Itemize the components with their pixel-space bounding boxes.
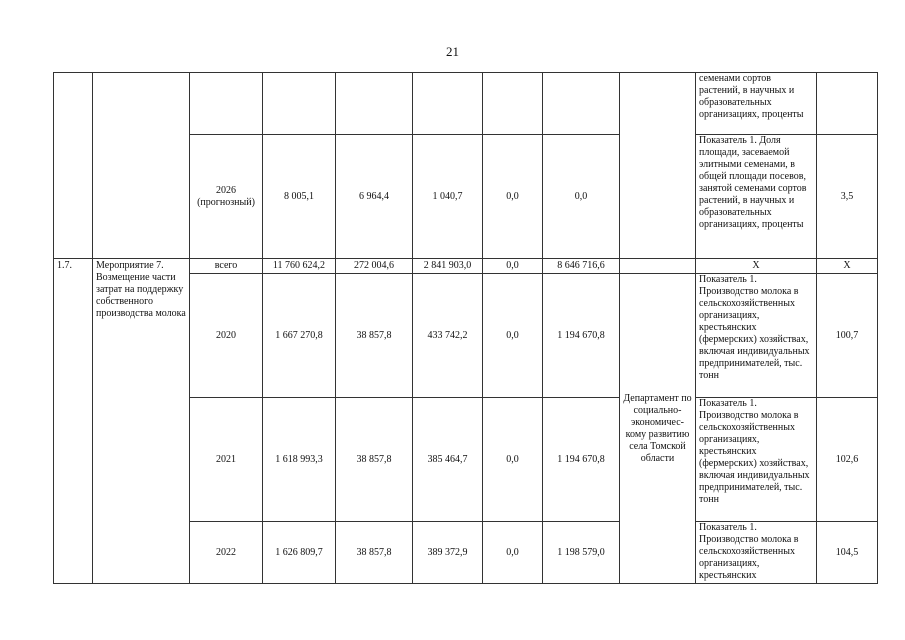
total-cell: 11 760 624,2: [263, 259, 336, 274]
cell-number-empty: [54, 73, 93, 259]
federal-cell: 38 857,8: [336, 522, 413, 584]
local-cell: 0,0: [483, 398, 543, 522]
local-cell: 0,0: [483, 522, 543, 584]
year-cell: всего: [190, 259, 263, 274]
extrabudget-cell: 1 198 579,0: [543, 522, 620, 584]
total-cell: 1 618 993,3: [263, 398, 336, 522]
table-row-total: [54, 259, 878, 274]
page-number: 21: [446, 44, 459, 59]
value-cell: 100,7: [817, 274, 878, 398]
regional-cell: 385 464,7: [413, 398, 483, 522]
year-cell: 2022: [190, 522, 263, 584]
regional-cell: 1 040,7: [413, 135, 483, 259]
local-cell: 0,0: [483, 135, 543, 259]
local-cell: 0,0: [483, 259, 543, 274]
indicator-cell: Показатель 1. Производство молока в сельскохозяйственных организациях, крестьянских (фермерских) хозяйствах, включая индивидуальных предпринимателей, тыс. тонн: [696, 398, 817, 522]
total-cell: 1 667 270,8: [263, 274, 336, 398]
cell-empty: [543, 73, 620, 135]
regional-cell: 389 372,9: [413, 522, 483, 584]
regional-cell: 433 742,2: [413, 274, 483, 398]
indicator-cell: семенами сортов растений, в научных и образовательных организациях, проценты: [696, 73, 817, 135]
indicator-cell: Показатель 1. Доля площади, засеваемой элитными семенами, в общей площади посевов, занятой семенами сортов растений, в научных и образовательных организациях, проценты: [696, 135, 817, 259]
extrabudget-cell: 1 194 670,8: [543, 398, 620, 522]
cell-name-empty: [93, 73, 190, 259]
executor-cell: Департамент по социально-экономичес-кому развитию села Томской области: [620, 274, 696, 584]
local-cell: 0,0: [483, 274, 543, 398]
federal-cell: 272 004,6: [336, 259, 413, 274]
regional-cell: 2 841 903,0: [413, 259, 483, 274]
indicator-cell: Показатель 1. Производство молока в сельскохозяйственных организациях, крестьянских (фермерских) хозяйствах, включая индивидуальных предпринимателей, тыс. тонн: [696, 274, 817, 398]
cell-empty: [263, 73, 336, 135]
federal-cell: 38 857,8: [336, 274, 413, 398]
measure-name: Мероприятие 7. Возмещение части затрат на поддержку собственного производства молока: [93, 259, 190, 584]
year-cell: 2026 (прогнозный): [190, 135, 263, 259]
year-cell: 2021: [190, 398, 263, 522]
value-cell: Х: [817, 259, 878, 274]
federal-cell: 38 857,8: [336, 398, 413, 522]
cell-executor-empty: [620, 73, 696, 259]
total-cell: 1 626 809,7: [263, 522, 336, 584]
federal-cell: 6 964,4: [336, 135, 413, 259]
cell-empty: [413, 73, 483, 135]
table-row-continuation: [54, 73, 878, 135]
indicator-cell: Х: [696, 259, 817, 274]
value-cell: 102,6: [817, 398, 878, 522]
program-table: [53, 72, 878, 584]
extrabudget-cell: 1 194 670,8: [543, 274, 620, 398]
extrabudget-cell: 0,0: [543, 135, 620, 259]
measure-number: 1.7.: [54, 259, 93, 584]
total-cell: 8 005,1: [263, 135, 336, 259]
value-cell-empty: [817, 73, 878, 135]
cell-empty: [483, 73, 543, 135]
year-cell: 2020: [190, 274, 263, 398]
cell-empty: [336, 73, 413, 135]
value-cell: 104,5: [817, 522, 878, 584]
value-cell: 3,5: [817, 135, 878, 259]
indicator-cell: Показатель 1. Производство молока в сельскохозяйственных организациях, крестьянских: [696, 522, 817, 584]
cell-empty: [190, 73, 263, 135]
extrabudget-cell: 8 646 716,6: [543, 259, 620, 274]
executor-empty: [620, 259, 696, 274]
